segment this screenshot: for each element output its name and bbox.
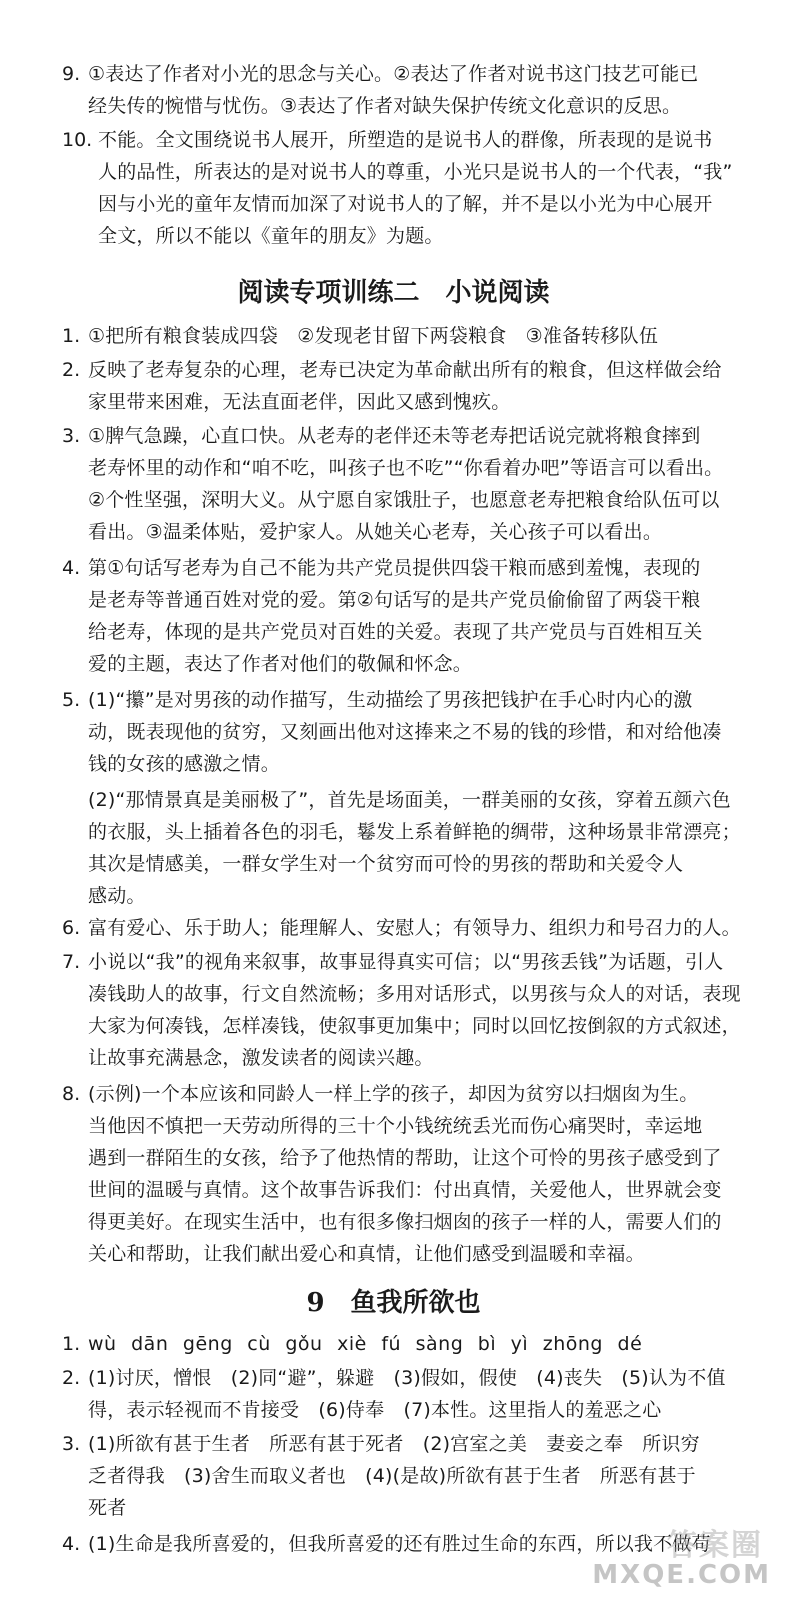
text-line: 经失传的惋惜与忧伤。③表达了作者对缺失保护传统文化意识的反思。 <box>88 95 682 117</box>
text-line: 得更美好。在现实生活中，也有很多像扫烟囱的孩子一样的人，需要人们的 <box>88 1211 722 1233</box>
item-number: 8. <box>62 1083 81 1105</box>
text-line: 爱的主题，表达了作者对他们的敬佩和怀念。 <box>88 653 473 675</box>
text-line: 感动。 <box>88 885 146 907</box>
text-line: 的衣服，头上插着各色的羽毛，鬈发上系着鲜艳的绸带，这种场景非常漂亮； <box>88 821 741 843</box>
text-line: 反映了老寿复杂的心理，老寿已决定为革命献出所有的粮食，但这样做会给 <box>88 359 722 381</box>
text-line: 世间的温暖与真情。这个故事告诉我们：付出真情，关爱他人，世界就会变 <box>88 1179 722 1201</box>
answer-item <box>62 1528 710 1560</box>
item-number: 1. <box>62 325 81 347</box>
text-line: 人的品性，所表达的是对说书人的尊重，小光只是说书人的一个代表，“我” <box>98 161 733 183</box>
item-number: 2. <box>62 1367 81 1389</box>
item-number: 9. <box>62 63 81 85</box>
text-line: 不能。全文围绕说书人展开，所塑造的是说书人的群像，所表现的是说书 <box>98 129 713 151</box>
text-line: (1)所欲有甚于生者 所恶有甚于死者 (2)宫室之美 妻妾之奉 所识穷 <box>88 1433 700 1455</box>
text-line: ①表达了作者对小光的思念与关心。②表达了作者对说书这门技艺可能已 <box>88 63 699 85</box>
text-line: ①脾气急躁，心直口快。从老寿的老伴还未等老寿把话说完就将粮食摔到 <box>88 425 701 447</box>
answer-item <box>62 320 710 352</box>
item-number: 6. <box>62 917 81 939</box>
answer-item <box>62 946 741 1074</box>
text-line: 遇到一群陌生的女孩，给予了他热情的帮助，让这个可怜的男孩子感受到了 <box>88 1147 722 1169</box>
text-line: 乏者得我 (3)舍生而取义者也 (4)(是故)所欲有甚于生者 所恶有甚于 <box>88 1465 696 1487</box>
item-number: 3. <box>62 1433 81 1455</box>
answer-item <box>62 1362 726 1426</box>
text-line: 大家为何凑钱，怎样凑钱，使叙事更加集中；同时以回忆按倒叙的方式叙述， <box>88 1015 741 1037</box>
watermark-url: MXQE.COM <box>592 1560 771 1590</box>
text-line: 死者 <box>88 1497 127 1519</box>
item-number: 3. <box>62 425 81 447</box>
text-line: (1)“攥”是对男孩的动作描写，生动描绘了男孩把钱护在手心时内心的激 <box>88 689 693 711</box>
text-line: 凑钱助人的故事，行文自然流畅；多用对话形式，以男孩与众人的对话，表现 <box>88 983 741 1005</box>
text-line: (1)生命是我所喜爱的，但我所喜爱的还有胜过生命的东西，所以我不做苟 <box>88 1533 711 1555</box>
text-line: 老寿怀里的动作和“咱不吃，叫孩子也不吃”“你看着办吧”等语言可以看出。 <box>88 457 724 479</box>
section-heading-lesson-9: 9 鱼我所欲也 <box>306 1288 481 1318</box>
answer-item-9 <box>62 58 710 122</box>
item-number: 5. <box>62 689 81 711</box>
text-line: ②个性坚强，深明大义。从宁愿自家饿肚子，也愿意老寿把粮食给队伍可以 <box>88 489 720 511</box>
text-line: 家里带来困难，无法直面老伴，因此又感到愧疚。 <box>88 391 511 413</box>
answer-item <box>62 1328 710 1360</box>
answer-item <box>62 1078 722 1270</box>
text-line: 其次是情感美，一群女学生对一个贫穷而可怜的男孩的帮助和关爱令人 <box>88 853 684 875</box>
text-line: 看出。③温柔体贴，爱护家人。从她关心老寿，关心孩子可以看出。 <box>88 521 663 543</box>
item-number: 10. <box>62 129 93 151</box>
text-line: 动，既表现他的贫穷，又刻画出他对这捧来之不易的钱的珍惜，和对给他凑 <box>88 721 722 743</box>
text-line: (示例)一个本应该和同龄人一样上学的孩子，却因为贫穷以扫烟囱为生。 <box>88 1083 699 1105</box>
text-line: 富有爱心、乐于助人；能理解人、安慰人；有领导力、组织力和号召力的人。 <box>88 917 741 939</box>
item-number: 2. <box>62 359 81 381</box>
text-line: 是老寿等普通百姓对党的爱。第②句话写的是共产党员偷偷留了两袋干粮 <box>88 589 701 611</box>
text-line: 让故事充满悬念，激发读者的阅读兴趣。 <box>88 1047 434 1069</box>
text-line: 得，表示轻视而不肯接受 (6)侍奉 (7)本性。这里指人的羞恶之心 <box>88 1399 662 1421</box>
answer-item <box>62 684 741 912</box>
text-line: 第①句话写老寿为自己不能为共产党员提供四袋干粮而感到羞愧，表现的 <box>88 557 701 579</box>
watermark <box>592 1524 771 1594</box>
pinyin-line: wù dān gēng cù gǒu xiè fú sàng bì yì zhōng dé <box>88 1333 643 1355</box>
item-number: 7. <box>62 951 81 973</box>
text-line: 全文，所以不能以《童年的朋友》为题。 <box>98 225 444 247</box>
answer-item <box>62 1428 710 1524</box>
answer-item <box>62 420 724 548</box>
answer-item <box>62 912 741 944</box>
text-line: 因与小光的童年友情而加深了对说书人的了解，并不是以小光为中心展开 <box>98 193 713 215</box>
watermark-logo: 答案圈 <box>667 1528 763 1563</box>
text-line: 给老寿，体现的是共产党员对百姓的关爱。表现了共产党员与百姓相互关 <box>88 621 703 643</box>
item-number: 1. <box>62 1333 81 1355</box>
text-line: 小说以“我”的视角来叙事，故事显得真实可信；以“男孩丢钱”为话题，引人 <box>88 951 724 973</box>
text-line: 当他因不慎把一天劳动所得的三十个小钱统统丢光而伤心痛哭时，幸运地 <box>88 1115 703 1137</box>
text-line: 钱的女孩的感激之情。 <box>88 753 281 775</box>
item-number: 4. <box>62 1533 81 1555</box>
text-line: (2)“那情景真是美丽极了”，首先是场面美，一群美丽的女孩，穿着五颜六色 <box>88 789 731 811</box>
answer-item-10 <box>62 124 733 252</box>
text-line: 关心和帮助，让我们献出爱心和真情，让他们感受到温暖和幸福。 <box>88 1243 645 1265</box>
item-number: 4. <box>62 557 81 579</box>
answer-item <box>62 552 710 680</box>
text-line: (1)讨厌，憎恨 (2)同“避”，躲避 (3)假如，假使 (4)丧失 (5)认为不值 <box>88 1367 726 1389</box>
answer-item <box>62 354 722 418</box>
section-heading-novel-reading: 阅读专项训练二 小说阅读 <box>237 278 550 308</box>
text-line: ①把所有粮食装成四袋 ②发现老甘留下两袋粮食 ③准备转移队伍 <box>88 325 659 347</box>
